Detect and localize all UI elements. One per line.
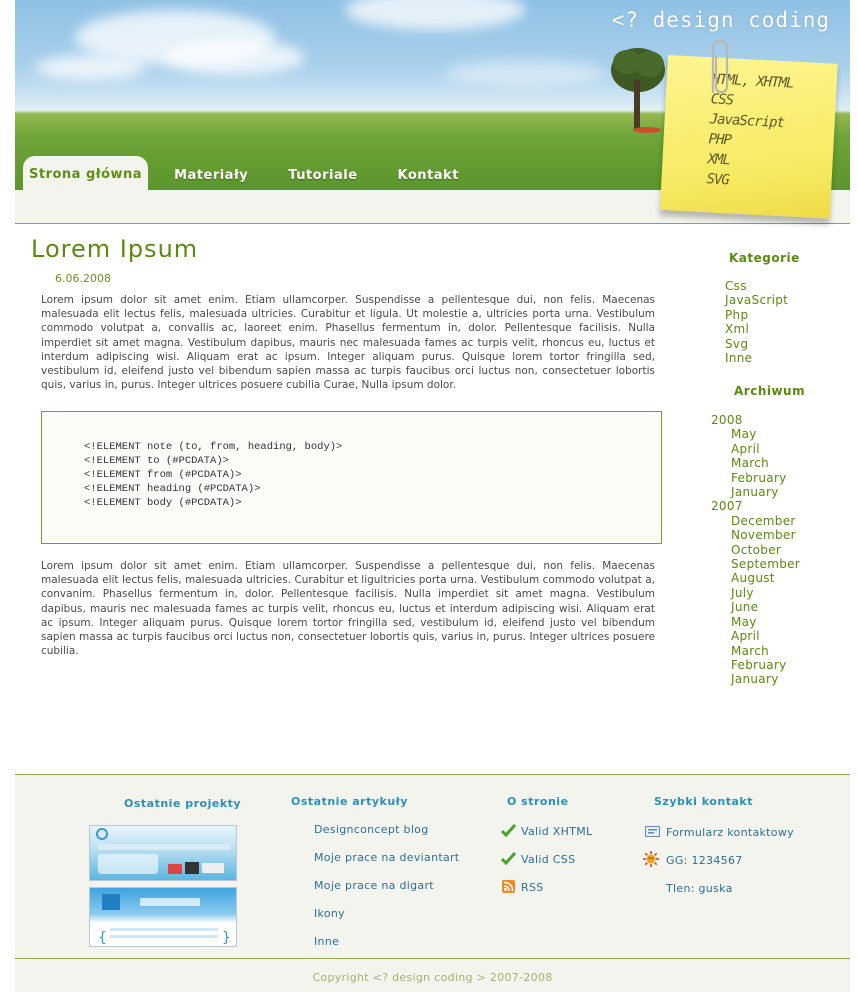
article-link[interactable]: Moje prace na digart [314, 879, 434, 892]
nav-tab-contact[interactable]: Kontakt [397, 168, 459, 183]
archive-month[interactable]: October [731, 542, 782, 557]
code-text: <!ELEMENT note (to, from, heading, body)> <!ELEMENT to (#PCDATA)> <!ELEMENT from (#PCDATA)> <!ELEMENT heading (#PCDATA)> <!ELEMENT body (#PCDATA)> [84, 441, 343, 509]
sticky-note-item: XML [707, 151, 731, 169]
category-link[interactable]: JavaScript [725, 293, 789, 308]
nav-tab-home[interactable]: Strona główna [23, 156, 148, 190]
copyright-bar [15, 958, 850, 992]
archive-month[interactable]: March [731, 456, 770, 471]
category-link[interactable]: Inne [725, 351, 753, 366]
archive-month[interactable]: January [731, 485, 779, 500]
gg-sun-icon [643, 851, 659, 867]
check-icon [501, 852, 516, 865]
category-link[interactable]: Php [725, 307, 749, 322]
category-link[interactable]: Css [725, 279, 747, 293]
nav-tab-tutorials[interactable]: Tutoriale [288, 168, 358, 183]
categories-list [725, 279, 788, 365]
archive-month[interactable]: April [731, 629, 760, 644]
categories-heading: Kategorie [729, 251, 800, 265]
article-link[interactable]: Ikony [314, 907, 345, 920]
archive-year[interactable]: 2008 [711, 413, 743, 427]
paperclip-icon [705, 38, 733, 98]
project-thumbnail[interactable] [89, 887, 237, 947]
archive-month[interactable]: June [731, 600, 759, 615]
rss-link[interactable]: RSS [521, 881, 544, 894]
cloud-decoration [345, 0, 525, 30]
sticky-note-item: HTML, XHTML [711, 71, 794, 92]
article-link[interactable]: Moje prace na deviantart [314, 851, 460, 864]
archive-month[interactable]: February [731, 657, 787, 672]
cloud-decoration [35, 55, 145, 80]
tlen-contact[interactable]: Tlen: guska [666, 882, 733, 895]
project-thumbnail[interactable] [89, 825, 237, 881]
post-title[interactable]: Lorem Ipsum [31, 235, 199, 263]
category-link[interactable]: Svg [725, 336, 749, 351]
form-icon [645, 826, 660, 837]
archive-list [711, 413, 800, 687]
rss-icon [502, 880, 515, 893]
project-thumbnail-graphic [90, 826, 237, 881]
check-icon [501, 824, 516, 837]
archive-month[interactable]: February [731, 470, 787, 485]
cloud-decoration [165, 40, 305, 75]
nav-tab-materials[interactable]: Materiały [174, 168, 249, 183]
archive-month[interactable]: January [731, 672, 779, 687]
articles-heading: Ostatnie artykuły [291, 795, 408, 808]
footer [15, 774, 850, 992]
contact-heading: Szybki kontakt [654, 795, 753, 808]
archive-month[interactable]: September [731, 557, 801, 572]
main-content [15, 225, 850, 773]
cloud-decoration [445, 60, 605, 85]
project-thumbnail-graphic [90, 888, 237, 947]
archive-month[interactable]: May [731, 614, 757, 629]
sticky-note-item: JavaScript [709, 111, 785, 132]
main-nav [23, 156, 479, 190]
post-paragraph: Lorem ipsum dolor sit amet enim. Etiam ullamcorper. Suspendisse a pellentesque dui, non felis. Maecenas malesuada elit lectus felis, malesuada ultricies. Curabitur et ligultricies porta urna. Vestibulum commodo volutpat a, convanim. Phasellus fermentum in, dolor. Pellentesque facilisis. Nulla imperdiet sit amet magna. Vestibulum dapibus, mauris nec malesuada fames ac turpis velit, rhoncus eu, luctus et interdum adipiscing wisi. Aliquam erat ac ipsum. Integer aliquam purus. Quisque lorem tortor fringilla sed, vestibulum id, eleifend justo vel bibendum sapien massa ac turpis faucibus orci luctus non, consectetuer lobortis quis, varius in, purus. Integer ultrices posuere cubilia. [41, 560, 655, 658]
post-paragraph: Lorem ipsum dolor sit amet enim. Etiam ullamcorper. Suspendisse a pellentesque dui, non felis. Maecenas malesuada elit lectus felis, malesuada ultricies. Curabitur et ligula. Ut molestie a, ultricies porta urna. Vestibulum commodo volutpat a, convallis ac, laoreet enim. Phasellus fermentum in, dolor. Pellentesque facilisis. Nulla imperdiet sit amet magna. Vestibulum dapibus, mauris nec malesuada fames ac turpis velit, rhoncus eu, luctus et interdum adipiscing wisi. Aliquam erat ac ipsum. Integer aliquam purus. Quisque lorem tortor fringilla sed, vestibulum id, eleifend justo vel bibendum sapien massa ac turpis faucibus orci luctus non, consectetuer lobortis quis, varius in, purus. Integer ultrices posuere cubilia Curae, Nulla ipsum dolor. [41, 294, 655, 392]
about-heading: O stronie [507, 795, 569, 808]
site-logo[interactable]: <? design coding [611, 8, 830, 32]
archive-year[interactable]: 2007 [711, 499, 743, 514]
copyright-text: Copyright <? design coding > 2007-2008 [312, 971, 553, 984]
valid-xhtml-link[interactable]: Valid XHTML [521, 825, 593, 838]
sticky-note-item: CSS [710, 91, 734, 109]
sticky-note-item: PHP [708, 131, 732, 149]
svg-text:{: { [98, 930, 107, 946]
svg-text:}: } [222, 930, 231, 946]
sticky-note [660, 55, 838, 219]
contact-form-link[interactable]: Formularz kontaktowy [666, 826, 794, 839]
code-block [41, 411, 662, 544]
sticky-note-item: SVG [706, 171, 730, 189]
gg-contact[interactable]: GG: 1234567 [666, 854, 743, 867]
archive-month[interactable]: March [731, 643, 770, 658]
category-link[interactable]: Xml [725, 322, 750, 337]
archive-month[interactable]: November [731, 528, 796, 543]
projects-heading: Ostatnie projekty [124, 797, 242, 810]
archive-month[interactable]: August [731, 571, 775, 586]
archive-month[interactable]: April [731, 441, 760, 456]
post-date: 6.06.2008 [55, 272, 111, 285]
archive-heading: Archiwum [734, 384, 806, 398]
valid-css-link[interactable]: Valid CSS [521, 853, 576, 866]
article-link[interactable]: Inne [314, 935, 340, 948]
archive-month[interactable]: December [731, 513, 796, 528]
archive-month[interactable]: July [731, 585, 754, 600]
article-link[interactable]: Designconcept blog [314, 823, 429, 836]
archive-month[interactable]: May [731, 427, 757, 442]
